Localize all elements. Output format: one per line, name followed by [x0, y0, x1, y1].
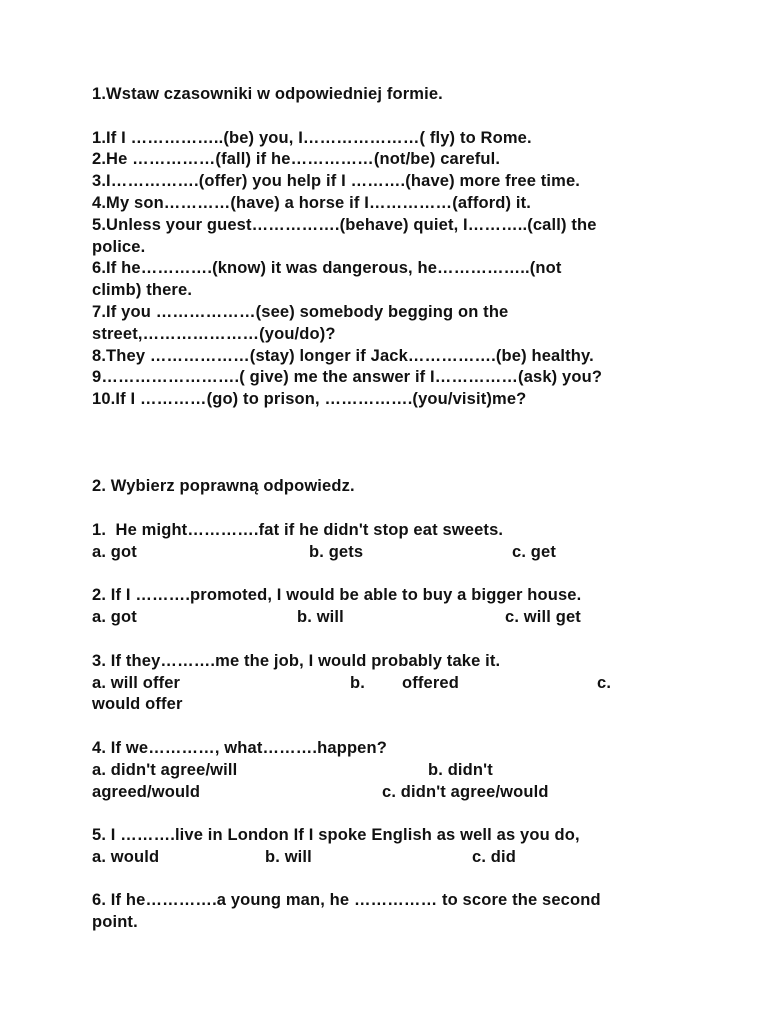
exercise1-line: 3.I…………….(offer) you help if I ……….(have) more free time. — [92, 172, 581, 191]
question-3: 3. If they……….me the job, I would probably take it. — [92, 651, 501, 670]
option-b-letter: b. — [350, 673, 365, 692]
option-c: c. get — [512, 542, 556, 561]
exercise1-line: police. — [92, 237, 146, 256]
exercise1-line: 2.He ……………(fall) if he……………(not/be) careful. — [92, 150, 501, 169]
option-c: c. did — [472, 847, 516, 866]
option-c: c. didn't agree/would — [382, 782, 549, 801]
option-a: a. will offer — [92, 673, 181, 692]
option-b: b. gets — [309, 542, 364, 561]
exercise1-line: 5.Unless your guest…………….(behave) quiet, I………..(call) the — [92, 215, 597, 234]
spacer — [92, 803, 692, 825]
question-6: 6. If he………….a young man, he …………… to score the second — [92, 891, 601, 910]
option-b: b. didn't — [428, 760, 493, 779]
options-row — [92, 673, 692, 695]
worksheet-page — [92, 84, 692, 934]
option-a: a. got — [92, 608, 137, 627]
options-row — [92, 760, 692, 782]
exercise1-line: 1.If I ……………..(be) you, I…………………( fly) to Rome. — [92, 128, 532, 147]
option-c: c. — [597, 673, 612, 692]
option-b: b. will — [297, 608, 344, 627]
exercise1-line: 10.If I …………(go) to prison, …………….(you/visit)me? — [92, 390, 527, 409]
spacer — [92, 411, 692, 476]
spacer — [92, 629, 692, 651]
question-2: 2. If I ……….promoted, I would be able to buy a bigger house. — [92, 586, 582, 605]
exercise1-line: street,…………………(you/do)? — [92, 324, 336, 343]
option-c-continuation: would offer — [92, 695, 183, 714]
question-1: 1. He might………….fat if he didn't stop eat sweets. — [92, 520, 504, 539]
spacer — [92, 564, 692, 586]
options-row — [92, 607, 692, 629]
section2-title: 2. Wybierz poprawną odpowiedz. — [92, 477, 355, 496]
spacer — [92, 106, 692, 128]
option-b-continuation: agreed/would — [92, 782, 201, 801]
section1-title: 1.Wstaw czasowniki w odpowiedniej formie. — [92, 85, 443, 103]
options-row — [92, 847, 692, 869]
question-6-continuation: point. — [92, 913, 138, 932]
exercise1-line: 7.If you ………………(see) somebody begging on the — [92, 302, 509, 321]
options-row — [92, 782, 692, 804]
question-4: 4. If we…………, what……….happen? — [92, 738, 387, 757]
question-5: 5. I ……….live in London If I spoke English as well as you do, — [92, 826, 580, 845]
spacer — [92, 869, 692, 891]
exercise1-line: climb) there. — [92, 281, 193, 300]
option-a: a. would — [92, 847, 160, 866]
option-b: offered — [402, 673, 459, 692]
spacer — [92, 498, 692, 520]
option-a: a. got — [92, 542, 137, 561]
exercise1-line: 4.My son…………(have) a horse if I……………(afford) it. — [92, 193, 531, 212]
option-b: b. will — [265, 847, 312, 866]
exercise1-line: 9…………………….( give) me the answer if I……………(ask) you? — [92, 368, 603, 387]
exercise1-line: 6.If he………….(know) it was dangerous, he……………..(not — [92, 259, 562, 278]
options-row — [92, 542, 692, 564]
spacer — [92, 716, 692, 738]
option-c: c. will get — [505, 608, 581, 627]
option-a: a. didn't agree/will — [92, 760, 238, 779]
exercise1-line: 8.They ………………(stay) longer if Jack…………….(be) healthy. — [92, 346, 594, 365]
